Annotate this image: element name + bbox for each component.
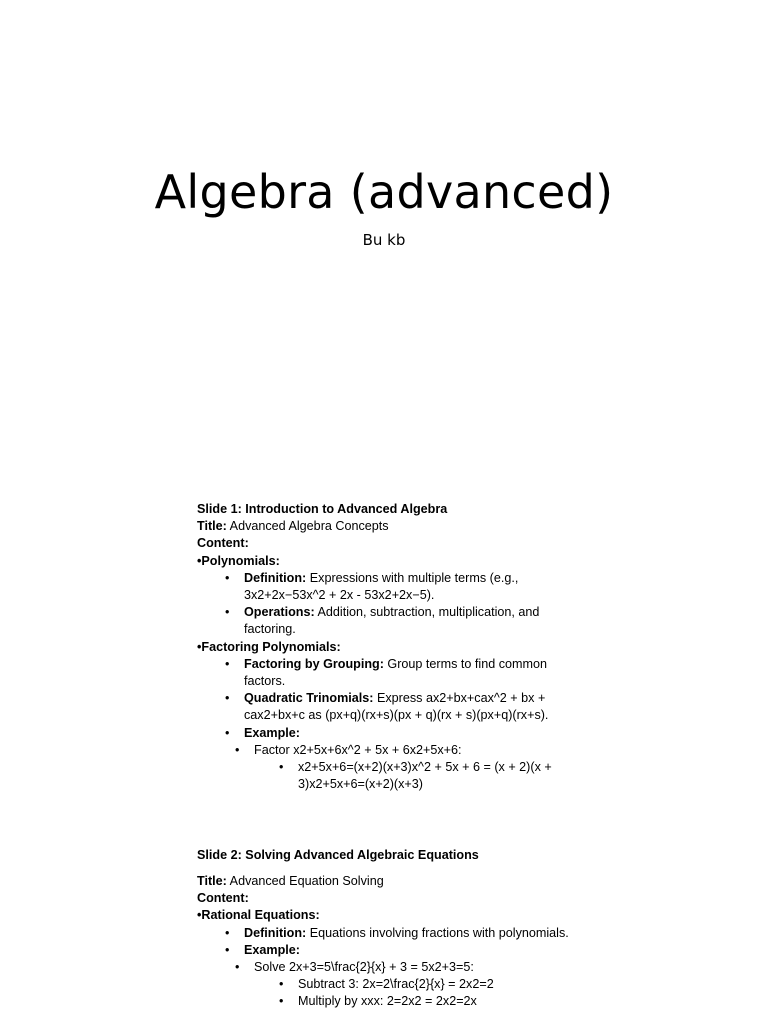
title-label: Title: [197,874,227,888]
title-value: Advanced Equation Solving [226,874,384,888]
example-label: Example: [244,942,300,957]
list-item [244,604,572,638]
solve-list [254,959,572,976]
slide-2-title-line [197,873,572,890]
list-item [244,725,572,742]
slide-2-heading: Slide 2: Solving Advanced Algebraic Equations [197,847,479,862]
quadratic-label: Quadratic Trinomials: [244,691,374,706]
example-result-list [298,759,572,793]
list-item [244,942,572,959]
polynomials-list [244,570,572,639]
slide-1-heading: Slide 1: Introduction to Advanced Algebra [197,502,448,516]
operations-text: Addition, subtraction, multiplication, and factoring. [244,605,540,637]
list-item [298,976,572,993]
polynomials-heading: •Polynomials: [197,553,280,568]
definition-text: Equations involving fractions with polynomials. [306,925,569,940]
document-subtitle: Bu kb [362,231,406,249]
slide-1-title-line [197,518,572,535]
factoring-list [244,656,572,742]
steps-list [298,976,572,1010]
multiply-step: Multiply by xxx: 2=2x2 = 2x2=2x [298,994,477,1009]
example-label: Example: [244,725,300,740]
title-label: Title: [197,519,227,534]
document-title: Algebra (advanced) [154,165,614,219]
subtract-step: Subtract 3: 2x=2\frac{2}{x} = 2x2=2 [298,977,494,992]
content-label: Content: [197,891,249,906]
list-item [244,690,572,724]
list-item [254,959,572,976]
factor-result: x2+5x+6=(x+2)(x+3)x^2 + 5x + 6 = (x + 2)(x + 3)x2+5x+6=(x+2)(x+3) [298,760,552,792]
rational-heading: •Rational Equations: [197,908,320,923]
slide-2-heading-clipped [197,847,572,864]
factoring-heading: •Factoring Polynomials: [197,639,341,654]
rational-list [244,925,572,959]
definition-text: Expressions with multiple terms (e.g., 3x2+2x−53x^2 + 2x - 53x2+2x−5). [244,570,519,603]
list-item [254,742,572,759]
solve-text: Solve 2x+3=5\frac{2}{x} + 3 = 5x2+3=5: [254,960,474,975]
list-item [298,759,572,793]
operations-label: Operations: [244,605,315,620]
list-item [244,925,572,942]
grouping-label: Factoring by Grouping: [244,656,384,671]
content-label: Content: [197,536,249,551]
example-list [254,742,572,759]
grouping-text: Group terms to find common factors. [244,656,548,689]
slide-2-section [197,847,572,1024]
factor-text: Factor x2+5x+6x^2 + 5x + 6x2+5x+6: [254,742,462,757]
list-item [244,656,572,690]
title-value: Advanced Algebra Concepts [226,519,389,534]
list-item [244,570,572,604]
definition-label: Definition: [244,570,307,585]
list-item [298,993,572,1010]
definition-label: Definition: [244,925,307,940]
slide-1-section [197,501,572,793]
quadratic-text: Express ax2+bx+cax^2 + bx + cax2+bx+c as (px+q)(rx+s)(px + q)(rx + s)(px+q)(rx+s). [244,691,549,723]
